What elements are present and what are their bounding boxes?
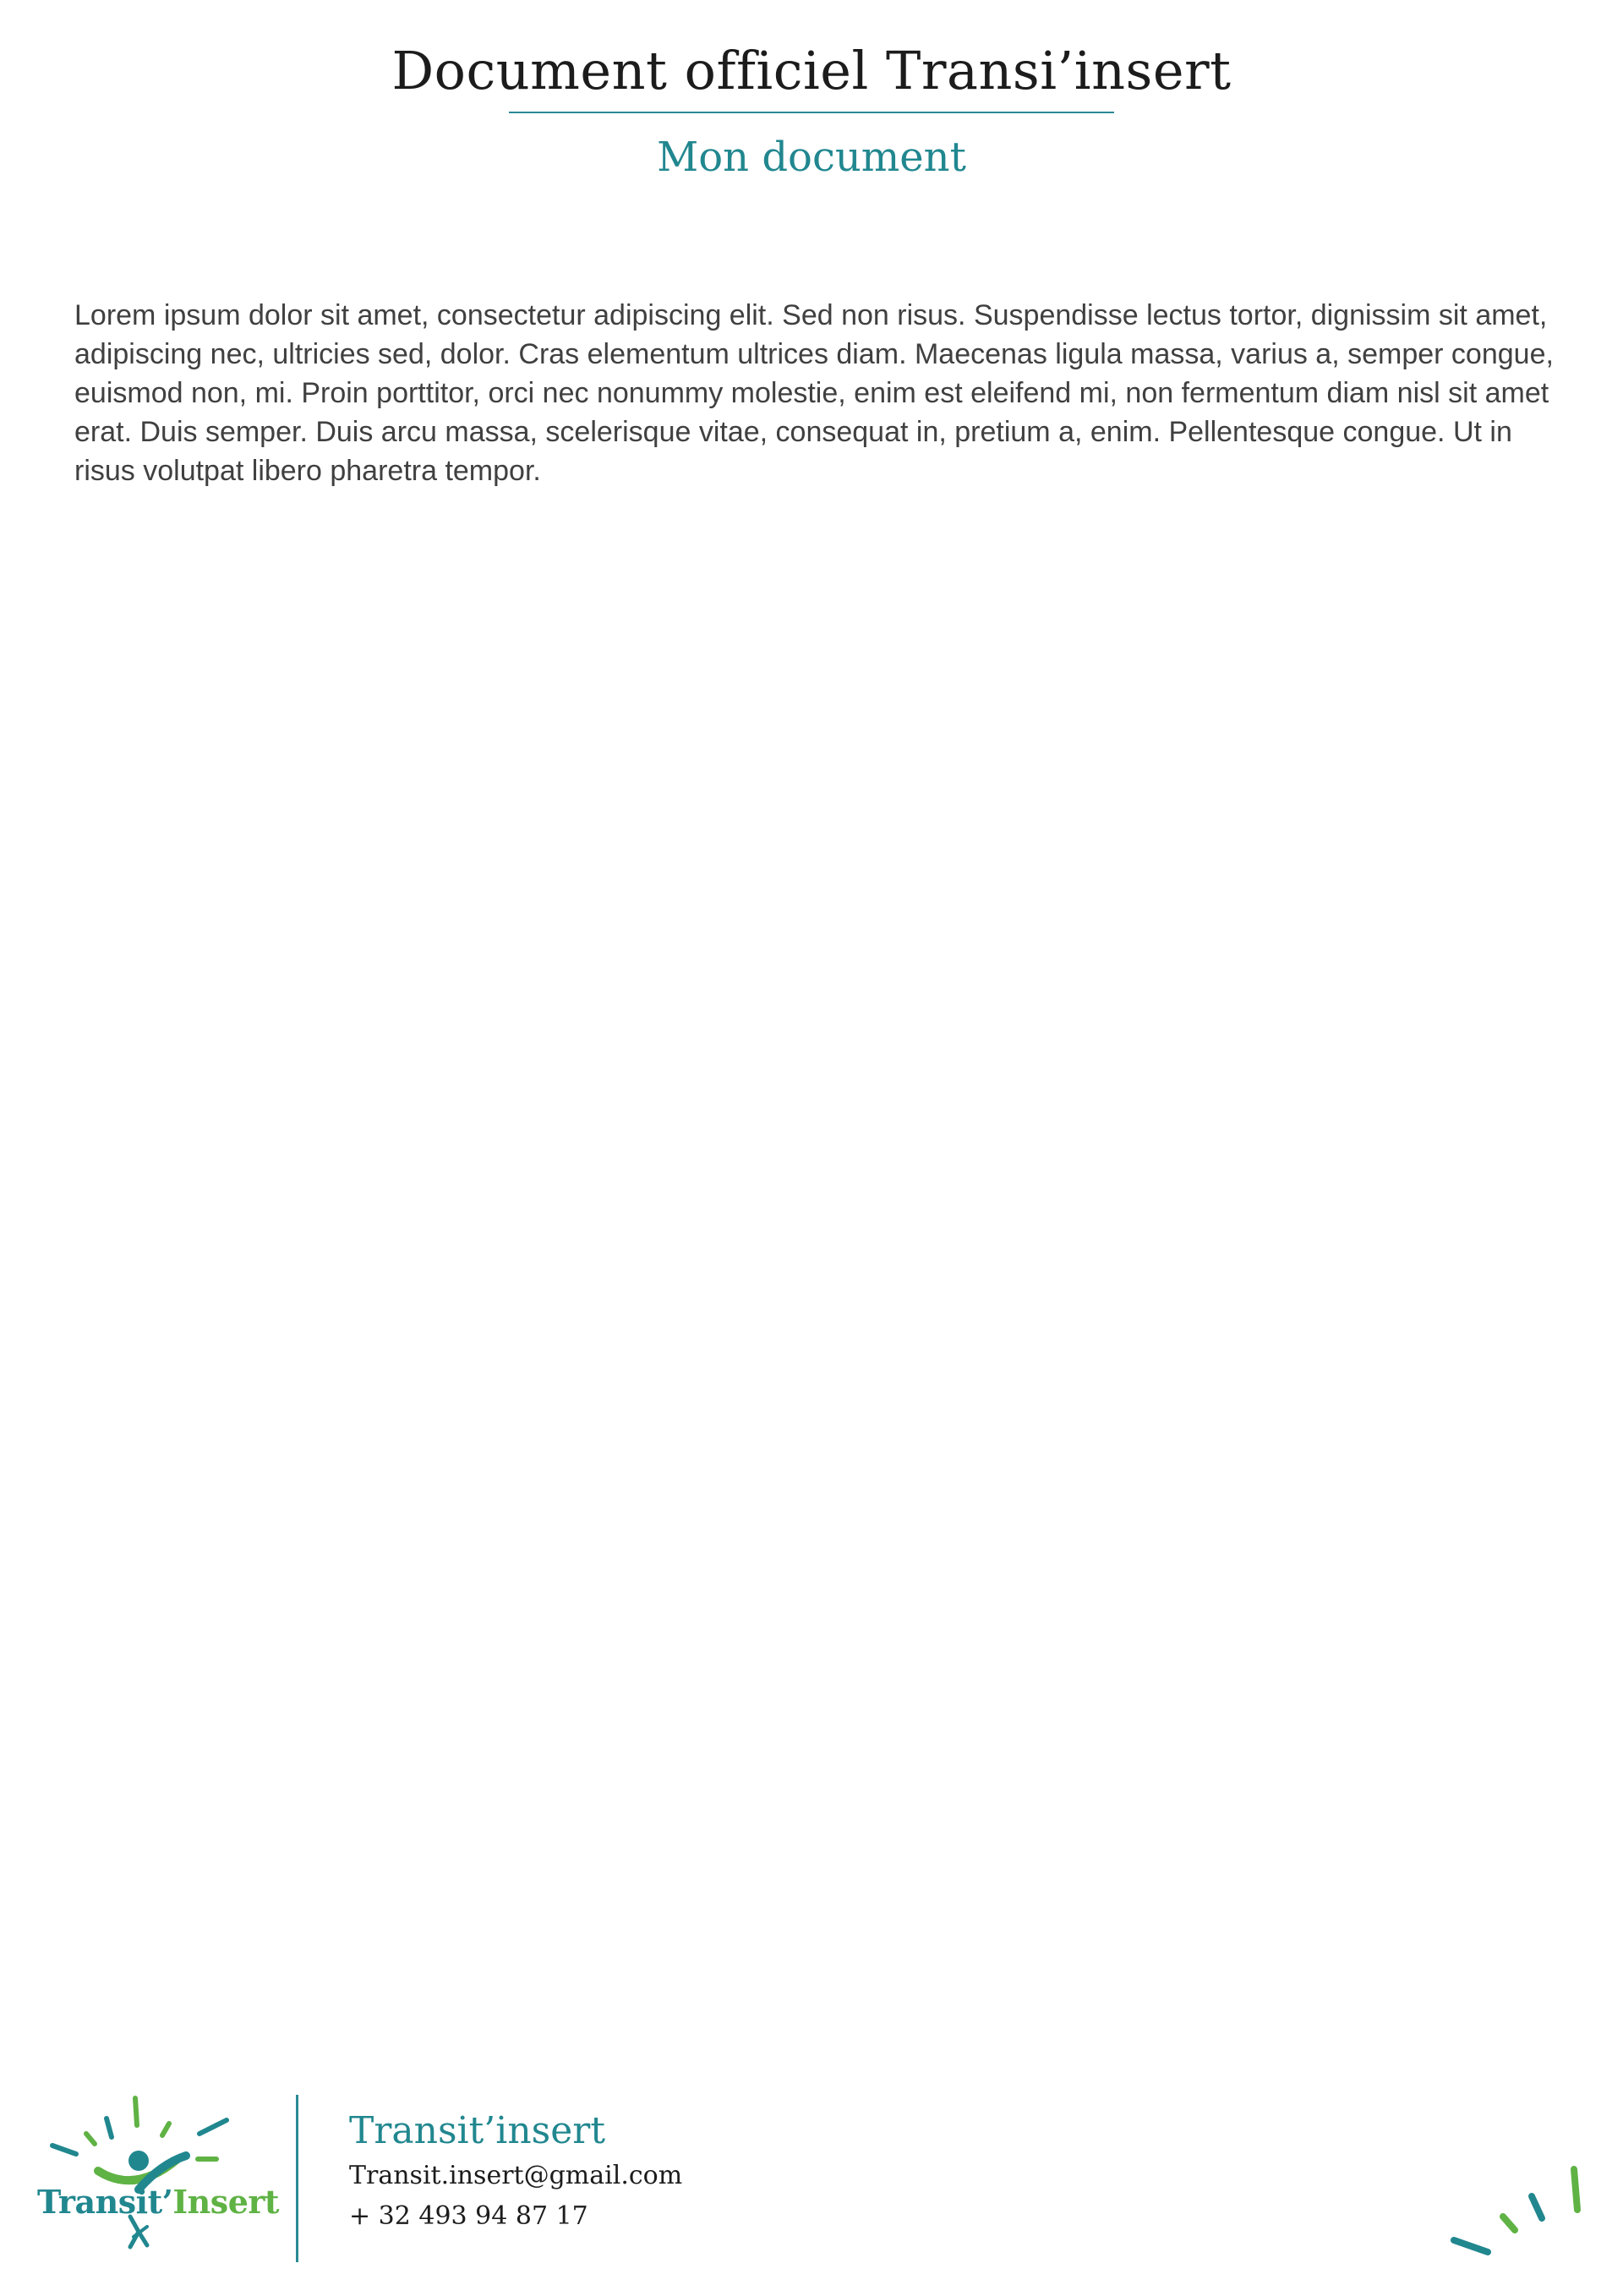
- logo-wordmark: [37, 2183, 279, 2221]
- page-subtitle: Mon document: [657, 134, 966, 181]
- contact-email: Transit.insert@gmail.com: [349, 2161, 683, 2190]
- logo-wordmark-part-a: Transit’: [37, 2183, 173, 2221]
- contact-block: [349, 2107, 682, 2237]
- footer-divider: [296, 2095, 298, 2262]
- document-footer: [0, 2088, 1623, 2296]
- title-divider: [509, 112, 1114, 113]
- logo-graphic: [34, 2088, 262, 2274]
- contact-phone: + 32 493 94 87 17: [349, 2201, 588, 2231]
- corner-rays-graphic: [1437, 2088, 1589, 2257]
- document-header: [0, 34, 1623, 186]
- body-paragraph: Lorem ipsum dolor sit amet, consectetur adipiscing elit. Sed non risus. Suspendisse lectus tortor, dignissim sit amet, adipiscing nec, ultricies sed, dolor. Cras elementum ultrices diam. Maecenas ligula massa, varius a, semper congue, euismod non, mi. Proin porttitor, orci nec nonummy molestie, enim est eleifend mi, non fermentum diam nisl sit amet erat. Duis semper. Duis arcu massa, scelerisque vitae, consequat in, pretium a, enim. Pellentesque congue. Ut in risus volutpat libero pharetra tempor.: [74, 299, 1554, 487]
- transit-insert-logo-icon: [34, 2088, 279, 2274]
- organization-name: Transit’insert: [349, 2109, 606, 2152]
- page-title: Document officiel Transi’insert: [391, 40, 1232, 101]
- sun-rays-icon: [1437, 2088, 1589, 2257]
- logo-wordmark-part-b: Insert: [172, 2183, 279, 2221]
